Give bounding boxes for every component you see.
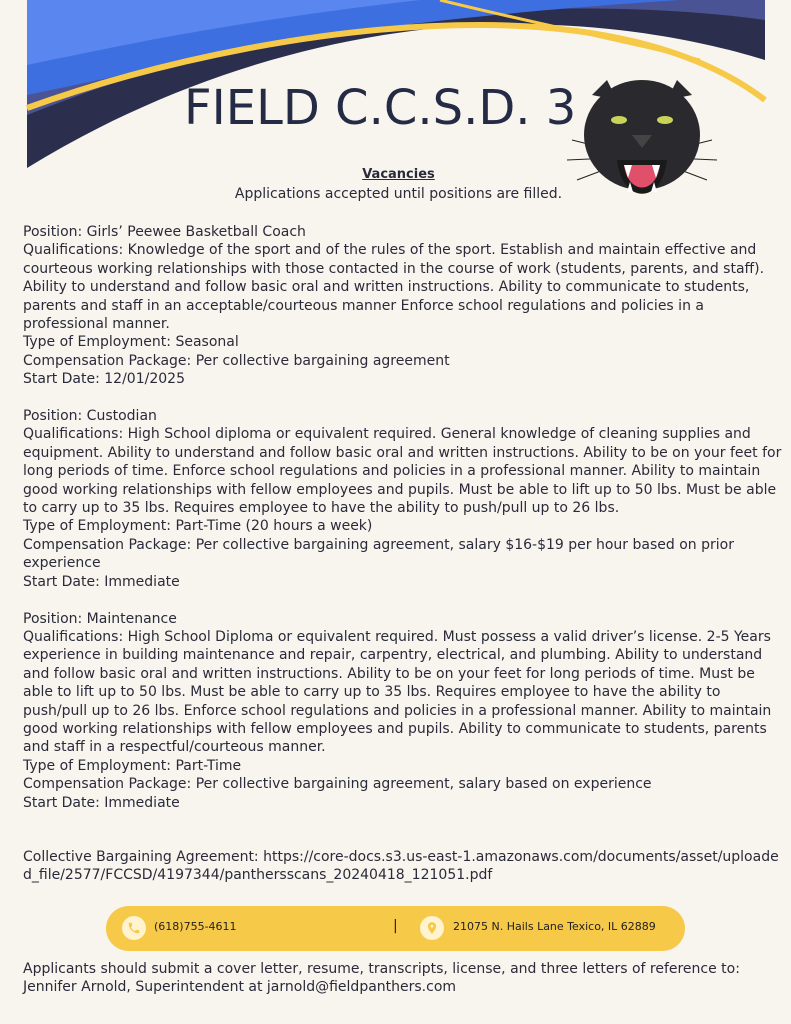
position-qualifications: Qualifications: High School Diploma or equivalent required. Must possess a valid driver’s license. 2-5 Years experience in building maintenance and repair, carpentry, electrical, and plumbing. Ability to understand and follow basic oral and written instructions. Ability to be on your feet for long periods of time. Must be able to lift up to 50 lbs. Must be able to carry up to 35 lbs. Requires employee to have the ability to push/pull up to 26 lbs. Enforce school regulations and policies in a professional manner. Ability to maintain good working relationships with fellow employees and pupils. Ability to communicate to students, parents and staff in a respectful/courteous manner. xyxy=(23,628,772,756)
contact-bar xyxy=(106,906,685,951)
position-qualifications: Qualifications: High School diploma or equivalent required. General knowledge of cleaning supplies and equipment. Ability to understand and follow basic oral and written instructions. Ability to be on your feet for long periods of time. Enforce school regulations and policies in a professional manner. Ability to maintain good working relationships with fellow employees and pupils. Must be able to lift up to 50 lbs. Must be able to carry up to 35 lbs. Requires employee to have the ability to push/pull up to 26 lbs. xyxy=(23,426,782,517)
position-title: Position: Girls’ Peewee Basketball Coach xyxy=(23,224,306,240)
positions-list xyxy=(23,223,783,885)
vacancies-heading: Vacancies xyxy=(362,167,435,182)
position-compensation: Compensation Package: Per collective bargaining agreement, salary $16-$19 per hour based on prior experience xyxy=(23,536,734,572)
application-instructions: Applicants should submit a cover letter, resume, transcripts, license, and three letters of reference to: Jennifer Arnold, Superintendent at jarnold@fieldpanthers.com xyxy=(23,961,740,996)
position-compensation: Compensation Package: Per collective bargaining agreement xyxy=(23,352,450,369)
position-type: Type of Employment: Part-Time xyxy=(23,757,242,774)
contact-address: 21075 N. Hails Lane Texico, IL 62889 xyxy=(453,920,656,933)
location-pin-icon xyxy=(420,916,444,940)
position-block-maintenance xyxy=(23,610,783,812)
position-block-custodian xyxy=(23,407,783,591)
position-type: Type of Employment: Part-Time (20 hours a week) xyxy=(23,518,373,535)
contact-separator: | xyxy=(393,918,398,934)
position-title: Position: Maintenance xyxy=(23,610,177,627)
position-compensation: Compensation Package: Per collective bargaining agreement, salary based on experience xyxy=(23,776,652,793)
position-title: Position: Custodian xyxy=(23,408,157,425)
position-type: Type of Employment: Seasonal xyxy=(23,334,239,351)
vacancies-note: Applications accepted until positions are filled. xyxy=(234,186,563,202)
page-title: FIELD C.C.S.D. 3 xyxy=(184,80,577,136)
phone-icon xyxy=(122,916,146,940)
position-start-date: Start Date: Immediate xyxy=(23,573,180,590)
position-block-coach xyxy=(23,223,783,389)
position-start-date: Start Date: 12/01/2025 xyxy=(23,371,185,388)
position-start-date: Start Date: Immediate xyxy=(23,794,180,811)
cba-link[interactable]: Collective Bargaining Agreement: https://core-docs.s3.us-east-1.amazonaws.com/documents/asset/uploaded_file/2577/FCCSD/4197344/panthersscans_20240418_121051.pdf xyxy=(23,848,779,884)
position-qualifications: Qualifications: Knowledge of the sport and of the rules of the sport. Establish and maintain effective and courteous working relationships with those contacted in the course of work (students, parents, and staff). Ability to understand and follow basic oral and written instructions. Ability to communicate to students, parents and staff in an acceptable/courteous manner Enforce school regulations and policies in a professional manner. xyxy=(23,242,765,333)
contact-phone[interactable]: (618)755-4611 xyxy=(154,920,237,933)
